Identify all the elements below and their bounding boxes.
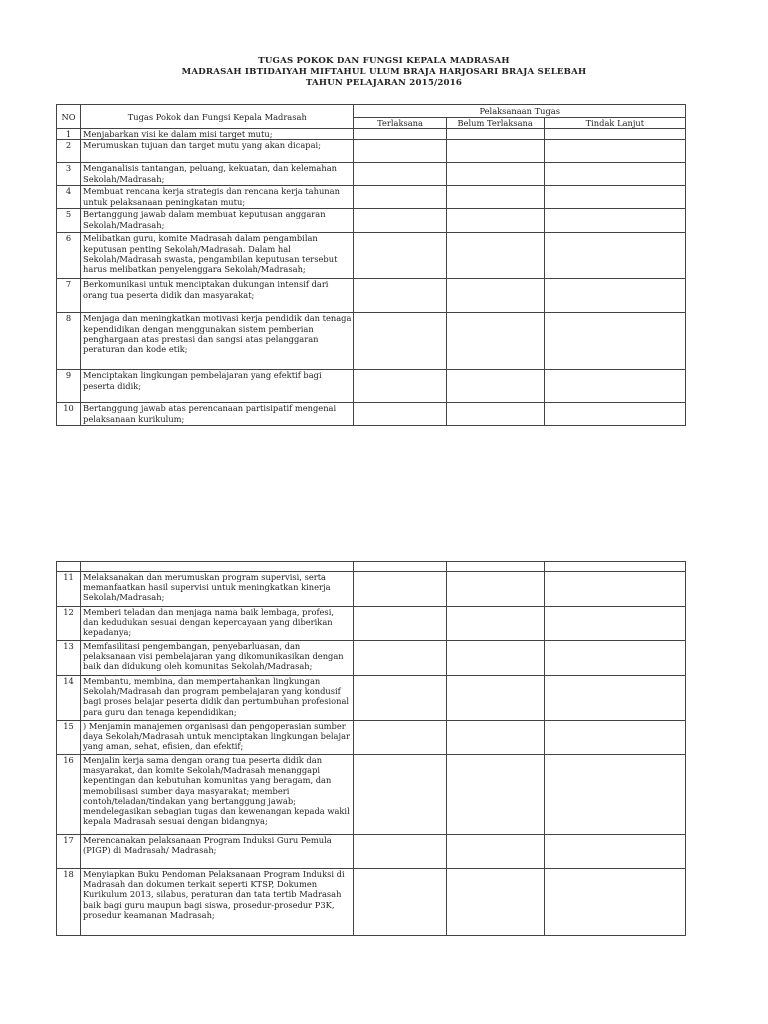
row-cell-done xyxy=(354,641,446,676)
row-number: 7 xyxy=(57,279,81,313)
row-cell-not-done xyxy=(446,721,544,755)
row-cell-done xyxy=(354,572,446,607)
row-cell-done xyxy=(354,129,446,140)
document-title: TUGAS POKOK DAN FUNGSI KEPALA MADRASAH xyxy=(258,56,510,66)
row-cell-not-done xyxy=(446,403,544,426)
table-row xyxy=(57,233,686,279)
row-cell-not-done xyxy=(446,607,544,641)
row-cell-follow-up xyxy=(544,572,685,607)
row-number: 18 xyxy=(57,869,81,936)
row-task-text: ) Menjamin manajemen organisasi dan pengoperasian sumber daya Sekolah/Madrasah untuk menciptakan lingkungan belajar yang aman, sehat, efisien, dan efektif; xyxy=(81,721,354,755)
row-cell-follow-up xyxy=(544,676,685,721)
row-task-text: Membantu, membina, dan mempertahankan lingkungan Sekolah/Madrasah dan program pembelajaran yang kondusif bagi proses belajar peserta didik dan pertumbuhan profesional para guru dan tenaga kependidikan; xyxy=(81,676,354,721)
row-cell-not-done xyxy=(446,129,544,140)
row-cell-not-done xyxy=(446,313,544,370)
row-number: 11 xyxy=(57,572,81,607)
row-cell-not-done xyxy=(446,233,544,279)
table-row xyxy=(57,129,686,140)
row-number: 8 xyxy=(57,313,81,370)
table-row xyxy=(57,572,686,607)
table-row xyxy=(57,835,686,869)
header-no: NO xyxy=(57,105,81,129)
row-cell-not-done xyxy=(446,835,544,869)
row-number: 12 xyxy=(57,607,81,641)
row-cell-done xyxy=(354,607,446,641)
row-number: 13 xyxy=(57,641,81,676)
row-task-text: Merumuskan tujuan dan target mutu yang akan dicapai; xyxy=(81,140,354,163)
row-number: 15 xyxy=(57,721,81,755)
row-cell-follow-up xyxy=(544,313,685,370)
row-cell-not-done xyxy=(446,140,544,163)
row-cell-follow-up xyxy=(544,835,685,869)
duties-table-page-1 xyxy=(56,104,686,426)
row-cell-not-done xyxy=(446,163,544,186)
row-task-text: Memfasilitasi pengembangan, penyebarluasan, dan pelaksanaan visi pembelajaran yang dikomunikasikan dengan baik dan didukung oleh komunitas Sekolah/Madrasah; xyxy=(81,641,354,676)
table-row xyxy=(57,607,686,641)
row-cell-done xyxy=(354,403,446,426)
row-cell-not-done xyxy=(446,186,544,209)
document-header xyxy=(0,56,768,89)
row-cell-follow-up xyxy=(544,755,685,835)
row-cell-follow-up xyxy=(544,209,685,233)
row-number: 17 xyxy=(57,835,81,869)
header-follow-up: Tindak Lanjut xyxy=(544,118,685,129)
row-number: 5 xyxy=(57,209,81,233)
row-task-text: Merencanakan pelaksanaan Program Induksi Guru Pemula (PIGP) di Madrasah/ Madrasah; xyxy=(81,835,354,869)
table-row xyxy=(57,279,686,313)
header-task: Tugas Pokok dan Fungsi Kepala Madrasah xyxy=(81,105,354,129)
row-cell-follow-up xyxy=(544,279,685,313)
header-done: Terlaksana xyxy=(354,118,446,129)
row-cell-done xyxy=(354,313,446,370)
table-row xyxy=(57,721,686,755)
row-number: 1 xyxy=(57,129,81,140)
row-cell-not-done xyxy=(446,641,544,676)
row-cell-not-done xyxy=(446,370,544,403)
row-cell-done xyxy=(354,140,446,163)
row-number: 14 xyxy=(57,676,81,721)
row-task-text: Memberi teladan dan menjaga nama baik lembaga, profesi, dan kedudukan sesuai dengan kepercayaan yang diberikan kepadanya; xyxy=(81,607,354,641)
table-row xyxy=(57,163,686,186)
row-cell-follow-up xyxy=(544,869,685,936)
row-task-text: Menyiapkan Buku Pendoman Pelaksanaan Program Induksi di Madrasah dan dokumen terkait seperti KTSP, Dokumen Kurikulum 2013, silabus, peraturan dan tata tertib Madrasah baik bagi guru maupun bagi siswa, prosedur-prosedur P3K, prosedur keamanan Madrasah; xyxy=(81,869,354,936)
row-number: 4 xyxy=(57,186,81,209)
row-task-text: Berkomunikasi untuk menciptakan dukungan intensif dari orang tua peserta didik dan masyarakat; xyxy=(81,279,354,313)
row-cell-not-done xyxy=(446,572,544,607)
row-cell-follow-up xyxy=(544,186,685,209)
header-execution: Pelaksanaan Tugas xyxy=(354,105,686,118)
table-row xyxy=(57,403,686,426)
duties-table-page-2 xyxy=(56,561,686,936)
row-task-text: Menjalin kerja sama dengan orang tua peserta didik dan masyarakat, dan komite Sekolah/Madrasah menanggapi kepentingan dan kebutuhan komunitas yang beragam, dan memobilisasi sumber daya masyarakat; memberi contoh/teladan/tindakan yang bertanggung jawab; mendelegasikan sebagian tugas dan kewenangan kepada wakil kepala Madrasah sesuai dengan bidangnya; xyxy=(81,755,354,835)
row-number: 2 xyxy=(57,140,81,163)
row-task-text: Menganalisis tantangan, peluang, kekuatan, dan kelemahan Sekolah/Madrasah; xyxy=(81,163,354,186)
row-cell-not-done xyxy=(446,755,544,835)
table-row xyxy=(57,140,686,163)
row-task-text: Melaksanakan dan merumuskan program supervisi, serta memanfaatkan hasil supervisi untuk meningkatkan kinerja Sekolah/Madrasah; xyxy=(81,572,354,607)
row-cell-not-done xyxy=(446,279,544,313)
table-row xyxy=(57,869,686,936)
row-cell-follow-up xyxy=(544,140,685,163)
row-cell-follow-up xyxy=(544,403,685,426)
row-task-text: Membuat rencana kerja strategis dan rencana kerja tahunan untuk pelaksanaan peningkatan mutu; xyxy=(81,186,354,209)
table-row xyxy=(57,186,686,209)
row-cell-follow-up xyxy=(544,641,685,676)
row-cell-follow-up xyxy=(544,233,685,279)
row-number: 6 xyxy=(57,233,81,279)
row-cell-done xyxy=(354,186,446,209)
row-cell-follow-up xyxy=(544,607,685,641)
table-row xyxy=(57,370,686,403)
row-task-text: Menciptakan lingkungan pembelajaran yang efektif bagi peserta didik; xyxy=(81,370,354,403)
row-task-text: Bertanggung jawab dalam membuat keputusan anggaran Sekolah/Madrasah; xyxy=(81,209,354,233)
row-cell-follow-up xyxy=(544,163,685,186)
academic-year: TAHUN PELAJARAN 2015/2016 xyxy=(305,78,463,88)
row-cell-not-done xyxy=(446,209,544,233)
blank-row xyxy=(57,562,686,572)
row-task-text: Melibatkan guru, komite Madrasah dalam pengambilan keputusan penting Sekolah/Madrasah. Dalam hal Sekolah/Madrasah swasta, pengambilan keputusan tersebut harus melibatkan penyelenggara Sekolah/Madrasah; xyxy=(81,233,354,279)
row-task-text: Menjabarkan visi ke dalam misi target mutu; xyxy=(81,129,354,140)
table-row xyxy=(57,641,686,676)
row-cell-not-done xyxy=(446,869,544,936)
row-cell-done xyxy=(354,163,446,186)
row-cell-done xyxy=(354,279,446,313)
row-number: 3 xyxy=(57,163,81,186)
header-not-done: Belum Terlaksana xyxy=(446,118,544,129)
row-cell-done xyxy=(354,755,446,835)
row-number: 9 xyxy=(57,370,81,403)
row-task-text: Menjaga dan meningkatkan motivasi kerja pendidik dan tenaga kependidikan dengan menggunakan sistem pemberian penghargaan atas prestasi dan sangsi atas pelanggaran peraturan dan kode etik; xyxy=(81,313,354,370)
row-cell-not-done xyxy=(446,676,544,721)
row-number: 16 xyxy=(57,755,81,835)
row-cell-done xyxy=(354,676,446,721)
table-row xyxy=(57,313,686,370)
row-cell-follow-up xyxy=(544,721,685,755)
table-row xyxy=(57,676,686,721)
row-cell-done xyxy=(354,233,446,279)
table-row xyxy=(57,755,686,835)
school-name: MADRASAH IBTIDAIYAH MIFTAHUL ULUM BRAJA HARJOSARI BRAJA SELEBAH xyxy=(181,67,587,77)
row-task-text: Bertanggung jawab atas perencanaan partisipatif mengenai pelaksanaan kurikulum; xyxy=(81,403,354,426)
row-cell-done xyxy=(354,835,446,869)
row-cell-done xyxy=(354,370,446,403)
row-cell-follow-up xyxy=(544,129,685,140)
row-cell-follow-up xyxy=(544,370,685,403)
table-row xyxy=(57,209,686,233)
row-cell-done xyxy=(354,869,446,936)
row-cell-done xyxy=(354,209,446,233)
row-number: 10 xyxy=(57,403,81,426)
row-cell-done xyxy=(354,721,446,755)
